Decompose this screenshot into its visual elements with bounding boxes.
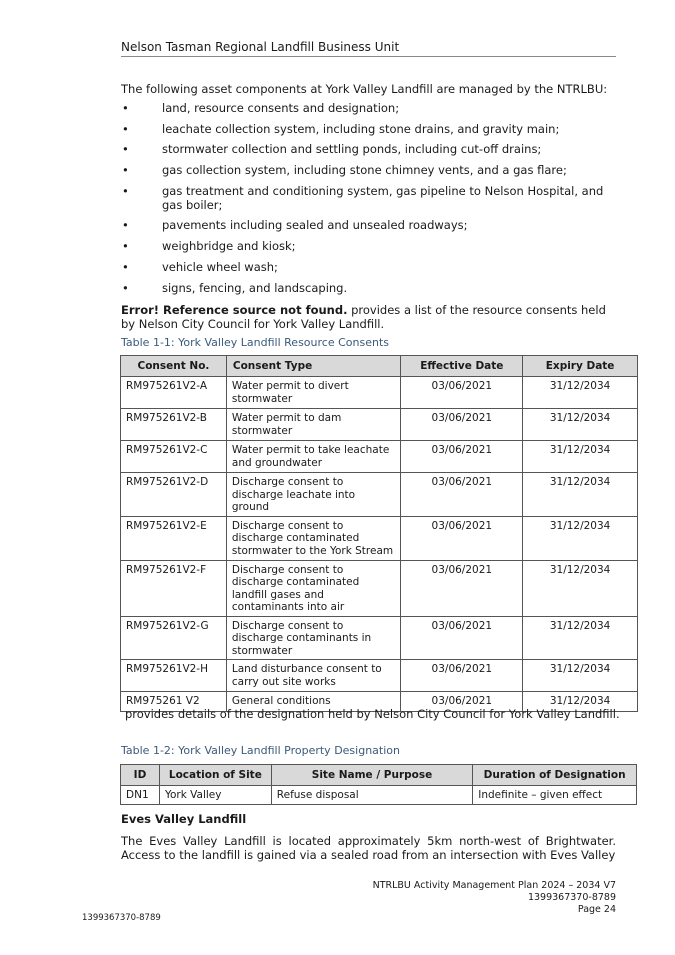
list-item: • pavements including sealed and unsealed roadways;: [122, 218, 468, 233]
list-item: • gas collection system, including stone chimney vents, and a gas flare;: [122, 163, 567, 178]
designation-table: [120, 764, 637, 805]
intro-paragraph: The following asset components at York Valley Landfill are managed by the NTRLBU:: [121, 82, 608, 96]
consent-number: RM975261V2-D: [121, 473, 227, 517]
effective-date: 03/06/2021: [401, 473, 523, 517]
consent-number: RM975261V2-C: [121, 441, 227, 473]
bullet-icon: •: [122, 142, 129, 157]
table-row: [121, 616, 638, 660]
consent-number: RM975261V2-G: [121, 616, 227, 660]
table-row: [121, 409, 638, 441]
expiry-date: 31/12/2034: [523, 516, 638, 560]
consent-type: Discharge consent to discharge contaminated landfill gases and contaminants into air: [226, 560, 401, 616]
consents-table: [120, 355, 638, 712]
consent-type: Water permit to take leachate and groundwater: [226, 441, 401, 473]
expiry-date: 31/12/2034: [523, 473, 638, 517]
consent-type: Discharge consent to discharge contaminated stormwater to the York Stream: [226, 516, 401, 560]
list-item: • vehicle wheel wash;: [122, 259, 278, 274]
table-row: [121, 560, 638, 616]
page-header: Nelson Tasman Regional Landfill Business Unit: [121, 40, 616, 57]
consent-number: RM975261V2-F: [121, 560, 227, 616]
consent-type: Discharge consent to discharge leachate into ground: [226, 473, 401, 517]
column-header: Expiry Date: [523, 356, 638, 377]
reference-paragraph: Error! Reference source not found. provides a list of the resource consents held by Nelson City Council for York Valley Landfill.: [121, 303, 606, 331]
bullet-icon: •: [122, 101, 129, 115]
asset-list: [121, 101, 616, 301]
consent-type: Water permit to divert stormwater: [226, 377, 401, 409]
effective-date: 03/06/2021: [401, 377, 523, 409]
expiry-date: 31/12/2034: [523, 441, 638, 473]
expiry-date: 31/12/2034: [523, 692, 638, 712]
consent-type: Land disturbance consent to carry out site works: [226, 660, 401, 692]
consent-number: RM975261V2-A: [121, 377, 227, 409]
document-id: 1399367370-8789: [82, 913, 161, 923]
bullet-icon: •: [122, 183, 129, 198]
table-header-row: [121, 765, 637, 786]
section-heading: Eves Valley Landfill: [121, 812, 247, 826]
effective-date: 03/06/2021: [401, 660, 523, 692]
effective-date: 03/06/2021: [401, 560, 523, 616]
consent-number: RM975261V2-H: [121, 660, 227, 692]
table-row: [121, 441, 638, 473]
table-header-row: [121, 356, 638, 377]
bullet-icon: •: [122, 218, 129, 233]
designation-paragraph: provides details of the designation held by Nelson City Council for York Valley Landfill.: [125, 707, 620, 721]
site-location: York Valley: [159, 786, 271, 805]
consent-type: General conditions: [226, 692, 401, 712]
bullet-icon: •: [122, 163, 129, 178]
designation-duration: Indefinite – given effect: [473, 786, 637, 805]
bullet-icon: •: [122, 239, 129, 254]
expiry-date: 31/12/2034: [523, 377, 638, 409]
consent-number: RM975261V2-E: [121, 516, 227, 560]
column-header: Location of Site: [159, 765, 271, 786]
expiry-date: 31/12/2034: [523, 409, 638, 441]
list-item: • signs, fencing, and landscaping.: [122, 280, 348, 295]
effective-date: 03/06/2021: [401, 441, 523, 473]
expiry-date: 31/12/2034: [523, 660, 638, 692]
bullet-icon: •: [122, 280, 129, 295]
page-number: Page 24: [577, 904, 616, 915]
designation-id: DN1: [121, 786, 160, 805]
bullet-icon: •: [122, 259, 129, 274]
footer-plan-title: NTRLBU Activity Management Plan 2024 – 2034 V7: [372, 880, 616, 891]
bullet-icon: •: [122, 121, 129, 136]
table-row: [121, 786, 637, 805]
eves-paragraph: The Eves Valley Landfill is located approximately 5km north-west of Brightwater. Access to the landfill is gained via a sealed road from an intersection with Eves Valley: [121, 834, 616, 862]
effective-date: 03/06/2021: [401, 516, 523, 560]
column-header: Effective Date: [401, 356, 523, 377]
list-item: • stormwater collection and settling ponds, including cut-off drains;: [122, 142, 542, 157]
effective-date: 03/06/2021: [401, 692, 523, 712]
table2-caption: Table 1-2: York Valley Landfill Property Designation: [121, 744, 400, 757]
consent-number: RM975261V2-B: [121, 409, 227, 441]
error-reference[interactable]: Error! Reference source not found.: [121, 303, 348, 317]
list-item: • weighbridge and kiosk;: [122, 239, 296, 254]
list-item: • land, resource consents and designation;: [122, 101, 400, 115]
table-row: [121, 473, 638, 517]
footer-doc-number: 1399367370-8789: [527, 892, 616, 903]
consent-type: Discharge consent to discharge contaminants in stormwater: [226, 616, 401, 660]
table-row: [121, 516, 638, 560]
list-item: • leachate collection system, including stone drains, and gravity main;: [122, 121, 560, 136]
table1-caption: Table 1-1: York Valley Landfill Resource Consents: [121, 336, 389, 349]
site-purpose: Refuse disposal: [271, 786, 472, 805]
table-row: [121, 660, 638, 692]
expiry-date: 31/12/2034: [523, 560, 638, 616]
consent-type: Water permit to dam stormwater: [226, 409, 401, 441]
table-row: [121, 377, 638, 409]
effective-date: 03/06/2021: [401, 616, 523, 660]
column-header: Site Name / Purpose: [271, 765, 472, 786]
page-footer: [373, 880, 616, 916]
consent-number: RM975261 V2: [121, 692, 227, 712]
column-header: Duration of Designation: [473, 765, 637, 786]
column-header: ID: [121, 765, 160, 786]
column-header: Consent Type: [226, 356, 401, 377]
list-item: • gas treatment and conditioning system, gas pipeline to Nelson Hospital, and gas boiler;: [122, 183, 604, 212]
effective-date: 03/06/2021: [401, 409, 523, 441]
expiry-date: 31/12/2034: [523, 616, 638, 660]
column-header: Consent No.: [121, 356, 227, 377]
